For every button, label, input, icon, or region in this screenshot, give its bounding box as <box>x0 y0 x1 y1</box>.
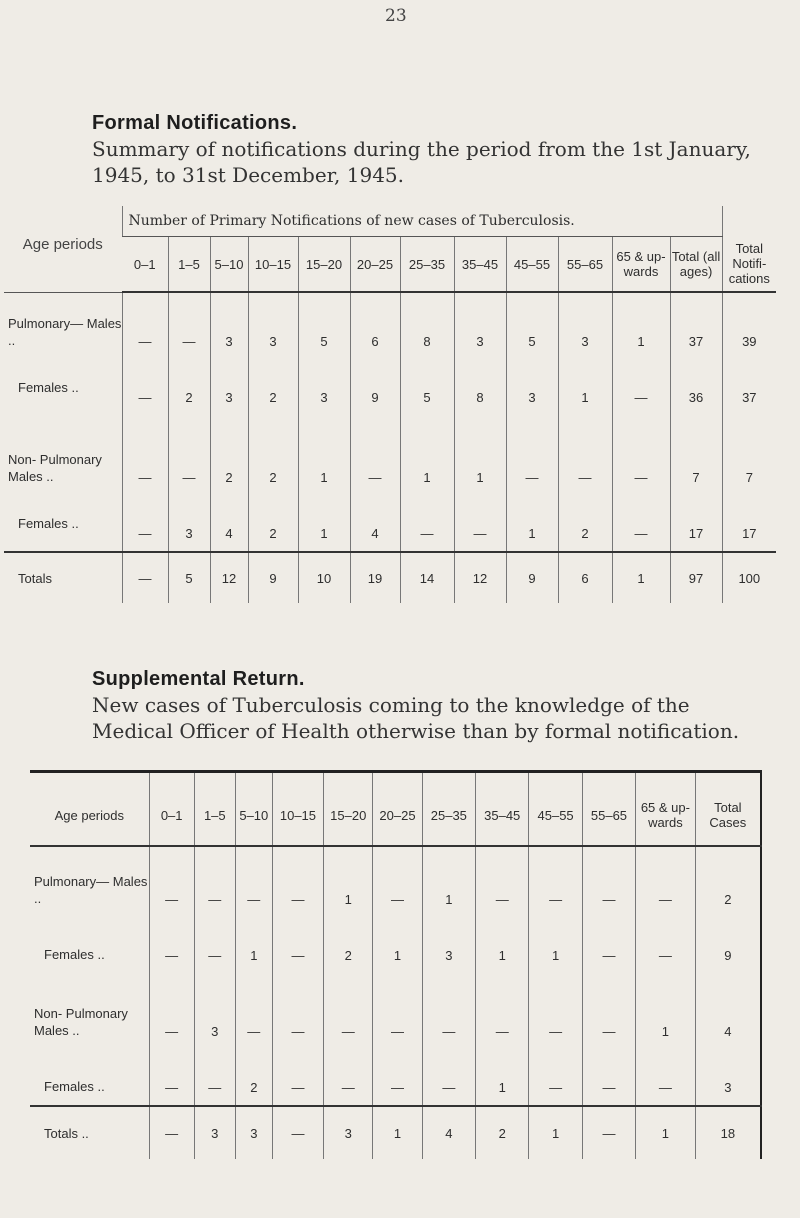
table-cell: 3 <box>506 359 558 415</box>
table-cell: 97 <box>670 552 722 603</box>
table-cell: 1 <box>558 359 612 415</box>
table-cell: 7 <box>670 415 722 495</box>
table-row <box>30 973 761 1049</box>
table-cell: — <box>350 415 400 495</box>
row-label: Females .. <box>44 1079 105 1094</box>
table-cell: — <box>149 917 194 973</box>
row-label: Totals <box>4 552 122 603</box>
table-cell: 1 <box>506 495 558 552</box>
primary-notifications-header: Number of Primary Notifications of new cases of Tuberculosis. <box>122 206 722 237</box>
table-cell: 19 <box>350 552 400 603</box>
table-cell: — <box>149 1049 194 1106</box>
table-cell: 2 <box>695 846 761 917</box>
blank-header-cell <box>722 206 776 237</box>
table-cell: — <box>272 1049 323 1106</box>
table-cell: 4 <box>350 495 400 552</box>
table-cell: — <box>422 1049 475 1106</box>
table-cell: 3 <box>210 359 248 415</box>
table-cell: 8 <box>454 359 506 415</box>
row-label: Pulmonary— Males .. <box>8 316 122 348</box>
table-cell: 1 <box>298 415 350 495</box>
table-row <box>30 1049 761 1106</box>
table-cell: — <box>272 973 323 1049</box>
formal-notifications-table <box>4 206 776 603</box>
table-cell: — <box>149 973 194 1049</box>
table-cell: 9 <box>350 359 400 415</box>
table-cell: 2 <box>235 1049 272 1106</box>
table-cell: 2 <box>248 415 298 495</box>
table-cell: 2 <box>476 1106 529 1159</box>
column-header: Total Cases <box>695 772 761 847</box>
table-row <box>4 359 776 415</box>
table-cell: 1 <box>422 846 475 917</box>
table-cell: 2 <box>248 495 298 552</box>
table-cell: 1 <box>529 917 582 973</box>
table-cell: 3 <box>235 1106 272 1159</box>
table-cell: — <box>168 292 210 359</box>
table-cell: 3 <box>248 292 298 359</box>
column-header: 35–45 <box>476 772 529 847</box>
row-label: Females .. <box>44 947 105 962</box>
table-cell: 2 <box>248 359 298 415</box>
column-header: 15–20 <box>298 237 350 293</box>
table-cell: — <box>324 1049 373 1106</box>
column-header: 0–1 <box>122 237 168 293</box>
table-cell: 9 <box>695 917 761 973</box>
column-header: 45–55 <box>529 772 582 847</box>
table-cell: — <box>373 1049 422 1106</box>
table-cell: — <box>235 973 272 1049</box>
table-cell: — <box>122 292 168 359</box>
table-row <box>4 415 776 495</box>
column-header: 10–15 <box>272 772 323 847</box>
column-header: 1–5 <box>194 772 235 847</box>
column-header: 65 & up- wards <box>612 237 670 293</box>
table-cell: 2 <box>558 495 612 552</box>
table-cell: 4 <box>422 1106 475 1159</box>
table-cell: — <box>324 973 373 1049</box>
column-header: Total (all ages) <box>670 237 722 293</box>
column-header: 20–25 <box>350 237 400 293</box>
table-cell: — <box>636 846 696 917</box>
column-header: 1–5 <box>168 237 210 293</box>
table-cell: 4 <box>210 495 248 552</box>
table-cell: — <box>194 1049 235 1106</box>
table-cell: — <box>400 495 454 552</box>
column-header: 55–65 <box>582 772 635 847</box>
column-header: 5–10 <box>210 237 248 293</box>
table-cell: 1 <box>636 973 696 1049</box>
page-number: 23 <box>385 6 407 26</box>
table-cell: 17 <box>722 495 776 552</box>
table-row <box>30 846 761 917</box>
table-cell: — <box>582 846 635 917</box>
table-cell: — <box>373 846 422 917</box>
table-cell: 1 <box>298 495 350 552</box>
table-cell: 1 <box>454 415 506 495</box>
column-header: 10–15 <box>248 237 298 293</box>
table-cell: 2 <box>324 917 373 973</box>
totals-row <box>30 1106 761 1159</box>
totals-row <box>4 552 776 603</box>
table-cell: — <box>582 1106 635 1159</box>
table-cell: — <box>529 846 582 917</box>
table-cell: 1 <box>476 1049 529 1106</box>
table-cell: 36 <box>670 359 722 415</box>
table-cell: — <box>582 1049 635 1106</box>
table-cell: 3 <box>454 292 506 359</box>
age-periods-header: Age periods <box>30 772 149 847</box>
column-header: 20–25 <box>373 772 422 847</box>
row-label: Pulmonary— Males .. <box>34 874 148 906</box>
table-cell: — <box>558 415 612 495</box>
table-cell: 5 <box>298 292 350 359</box>
table-cell: 3 <box>194 973 235 1049</box>
table-cell: — <box>636 1049 696 1106</box>
table-cell: 7 <box>722 415 776 495</box>
table-cell: 3 <box>298 359 350 415</box>
supplemental-return-intro: New cases of Tuberculosis coming to the knowledge of the Medical Officer of Health otherwise than by formal notification. <box>92 693 740 743</box>
row-label: Females .. <box>18 379 79 395</box>
table-cell: 39 <box>722 292 776 359</box>
table-cell: 8 <box>400 292 454 359</box>
table-cell: — <box>454 495 506 552</box>
table-cell: — <box>194 846 235 917</box>
formal-notifications-intro: Summary of notifications during the period from the 1st January, 1945, to 31st December, 1945. <box>92 137 751 187</box>
table-cell: — <box>612 495 670 552</box>
table-cell: 2 <box>168 359 210 415</box>
table-cell: — <box>122 359 168 415</box>
table-cell: 5 <box>168 552 210 603</box>
table-cell: 17 <box>670 495 722 552</box>
table-cell: 3 <box>210 292 248 359</box>
table-cell: 3 <box>558 292 612 359</box>
table-cell: 1 <box>636 1106 696 1159</box>
table-cell: 3 <box>168 495 210 552</box>
age-periods-header: Age periods <box>4 206 122 292</box>
table-cell: 3 <box>194 1106 235 1159</box>
table-cell: 14 <box>400 552 454 603</box>
column-header: 65 & up- wards <box>636 772 696 847</box>
table-cell: — <box>122 552 168 603</box>
table-cell: 9 <box>506 552 558 603</box>
table-cell: 1 <box>612 552 670 603</box>
table-cell: — <box>422 973 475 1049</box>
table-cell: 9 <box>248 552 298 603</box>
table-cell: — <box>122 495 168 552</box>
table-cell: — <box>373 973 422 1049</box>
table-cell: 1 <box>612 292 670 359</box>
table-cell: — <box>235 846 272 917</box>
table-cell: — <box>582 973 635 1049</box>
column-header: 15–20 <box>324 772 373 847</box>
table-cell: 3 <box>695 1049 761 1106</box>
column-header: 25–35 <box>400 237 454 293</box>
table-row <box>4 292 776 359</box>
table-row <box>4 495 776 552</box>
table-cell: 1 <box>529 1106 582 1159</box>
table-cell: — <box>506 415 558 495</box>
table-cell: 1 <box>324 846 373 917</box>
table-cell: — <box>612 415 670 495</box>
supplemental-return-table <box>30 770 762 1159</box>
table-cell: 4 <box>695 973 761 1049</box>
table-cell: — <box>476 973 529 1049</box>
table-cell: — <box>168 415 210 495</box>
table-cell: 10 <box>298 552 350 603</box>
table-cell: 1 <box>400 415 454 495</box>
column-header: 25–35 <box>422 772 475 847</box>
table-cell: — <box>149 846 194 917</box>
column-header: 45–55 <box>506 237 558 293</box>
table-cell: 100 <box>722 552 776 603</box>
column-header: 35–45 <box>454 237 506 293</box>
table-cell: — <box>636 917 696 973</box>
table-cell: — <box>272 846 323 917</box>
table-cell: 6 <box>350 292 400 359</box>
table-cell: — <box>529 1049 582 1106</box>
table-cell: 5 <box>506 292 558 359</box>
table-row <box>30 917 761 973</box>
row-label: Totals .. <box>30 1106 149 1159</box>
column-header: 0–1 <box>149 772 194 847</box>
table-cell: 2 <box>210 415 248 495</box>
row-label: Non- Pulmonary Males .. <box>8 452 102 484</box>
table-cell: 6 <box>558 552 612 603</box>
table-cell: 1 <box>235 917 272 973</box>
table-cell: 3 <box>422 917 475 973</box>
table-cell: — <box>476 846 529 917</box>
table-cell: 5 <box>400 359 454 415</box>
row-label: Non- Pulmonary Males .. <box>34 1006 128 1038</box>
table-cell: 12 <box>210 552 248 603</box>
table-cell: — <box>582 917 635 973</box>
table-cell: — <box>194 917 235 973</box>
table-cell: — <box>122 415 168 495</box>
table-cell: 1 <box>476 917 529 973</box>
table-cell: 1 <box>373 1106 422 1159</box>
table-cell: — <box>272 917 323 973</box>
table-cell: — <box>272 1106 323 1159</box>
table-cell: 12 <box>454 552 506 603</box>
row-label: Females .. <box>18 515 79 531</box>
table-cell: — <box>149 1106 194 1159</box>
table-cell: 1 <box>373 917 422 973</box>
column-header: Total Notifi- cations <box>722 237 776 293</box>
table-cell: 3 <box>324 1106 373 1159</box>
table-cell: 37 <box>722 359 776 415</box>
table-cell: — <box>529 973 582 1049</box>
supplemental-return-heading: Supplemental Return. <box>92 668 305 690</box>
formal-notifications-heading: Formal Notifications. <box>92 112 298 134</box>
table-cell: 18 <box>695 1106 761 1159</box>
column-header: 5–10 <box>235 772 272 847</box>
table-cell: — <box>612 359 670 415</box>
column-header: 55–65 <box>558 237 612 293</box>
table-cell: 37 <box>670 292 722 359</box>
